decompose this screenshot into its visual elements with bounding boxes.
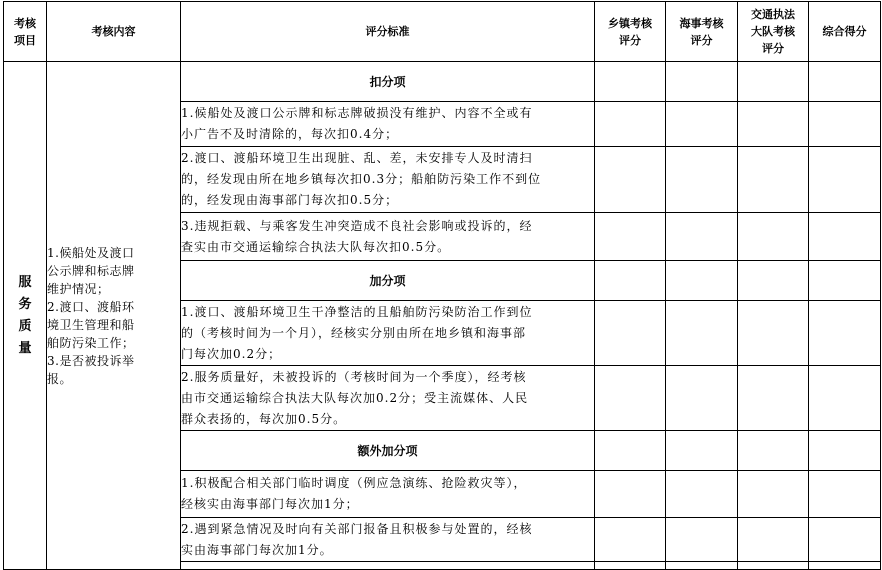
score-cell-total[interactable]	[809, 301, 881, 366]
criteria-item: 2.遇到紧急情况及时向有关部门报备且积极参与处置的，经核 实由海事部门每次加1分。	[181, 518, 595, 562]
score-cell-total[interactable]	[809, 102, 881, 147]
score-cell-maritime[interactable]	[666, 518, 738, 562]
score-cell-traffic[interactable]	[738, 213, 809, 261]
score-cell-maritime[interactable]	[666, 62, 738, 102]
score-cell-traffic[interactable]	[738, 431, 809, 471]
score-cell-traffic[interactable]	[738, 62, 809, 102]
score-cell-total[interactable]	[809, 147, 881, 213]
score-cell-township[interactable]	[595, 261, 666, 301]
header-item: 考核 项目	[4, 2, 47, 62]
score-cell-total[interactable]	[809, 431, 881, 471]
score-cell-maritime[interactable]	[666, 431, 738, 471]
criteria-item: 1.候船处及渡口公示牌和标志牌破损没有维护、内容不全或有 小广告不及时清除的，每次扣0.4分；	[181, 102, 595, 147]
score-cell-maritime[interactable]	[666, 366, 738, 431]
score-cell-township[interactable]	[595, 102, 666, 147]
empty-cell	[809, 562, 881, 570]
score-cell-total[interactable]	[809, 62, 881, 102]
section-title-deduction: 扣分项	[181, 62, 595, 102]
header-traffic-score: 交通执法 大队考核 评分	[738, 2, 809, 62]
empty-cell	[666, 562, 738, 570]
score-cell-township[interactable]	[595, 213, 666, 261]
score-cell-total[interactable]	[809, 213, 881, 261]
score-cell-total[interactable]	[809, 518, 881, 562]
score-cell-traffic[interactable]	[738, 366, 809, 431]
score-cell-township[interactable]	[595, 366, 666, 431]
empty-cell	[738, 562, 809, 570]
header-standard: 评分标准	[181, 2, 595, 62]
criteria-item: 2.服务质量好，未被投诉的（考核时间为一个季度），经考核 由市交通运输综合执法大队每次加0.2分；受主流媒体、人民 群众表扬的，每次加0.5分。	[181, 366, 595, 431]
score-cell-total[interactable]	[809, 261, 881, 301]
score-cell-township[interactable]	[595, 518, 666, 562]
score-cell-maritime[interactable]	[666, 147, 738, 213]
score-cell-total[interactable]	[809, 471, 881, 518]
score-cell-maritime[interactable]	[666, 213, 738, 261]
section-row	[4, 62, 881, 102]
score-cell-traffic[interactable]	[738, 301, 809, 366]
score-cell-township[interactable]	[595, 431, 666, 471]
criteria-item: 1.积极配合相关部门临时调度（例应急演练、抢险救灾等）， 经核实由海事部门每次加1分；	[181, 471, 595, 518]
header-maritime-score: 海事考核 评分	[666, 2, 738, 62]
section-title-extra-bonus: 额外加分项	[181, 431, 595, 471]
criteria-item: 1.渡口、渡船环境卫生干净整洁的且船舶防污染防治工作到位 的（考核时间为一个月），经核实分别由所在地乡镇和海事部 门每次加0.2分；	[181, 301, 595, 366]
assessment-table	[3, 1, 881, 570]
score-cell-township[interactable]	[595, 301, 666, 366]
score-cell-township[interactable]	[595, 147, 666, 213]
score-cell-traffic[interactable]	[738, 518, 809, 562]
header-township-score: 乡镇考核 评分	[595, 2, 666, 62]
criteria-item: 3.违规拒载、与乘客发生冲突造成不良社会影响或投诉的，经 查实由市交通运输综合执法大队每次扣0.5分。	[181, 213, 595, 261]
score-cell-maritime[interactable]	[666, 471, 738, 518]
criteria-item: 2.渡口、渡船环境卫生出现脏、乱、差，未安排专人及时清扫 的，经发现由所在地乡镇每次扣0.3分；船舶防污染工作不到位 的，经发现由海事部门每次扣0.5分；	[181, 147, 595, 213]
header-total-score: 综合得分	[809, 2, 881, 62]
score-cell-traffic[interactable]	[738, 471, 809, 518]
header-content: 考核内容	[47, 2, 181, 62]
section-title-bonus: 加分项	[181, 261, 595, 301]
score-cell-traffic[interactable]	[738, 261, 809, 301]
header-row	[4, 2, 881, 62]
score-cell-maritime[interactable]	[666, 261, 738, 301]
category-cell: 服 务 质 量	[4, 62, 47, 570]
score-cell-township[interactable]	[595, 471, 666, 518]
score-cell-maritime[interactable]	[666, 301, 738, 366]
score-cell-total[interactable]	[809, 366, 881, 431]
empty-cell	[181, 562, 595, 570]
score-cell-maritime[interactable]	[666, 102, 738, 147]
empty-cell	[595, 562, 666, 570]
score-cell-traffic[interactable]	[738, 147, 809, 213]
content-cell: 1.候船处及渡口 公示牌和标志牌 维护情况； 2.渡口、渡船环 境卫生管理和船 舶防污染工作； 3.是否被投诉举 报。	[47, 62, 181, 570]
score-cell-traffic[interactable]	[738, 102, 809, 147]
score-cell-township[interactable]	[595, 62, 666, 102]
